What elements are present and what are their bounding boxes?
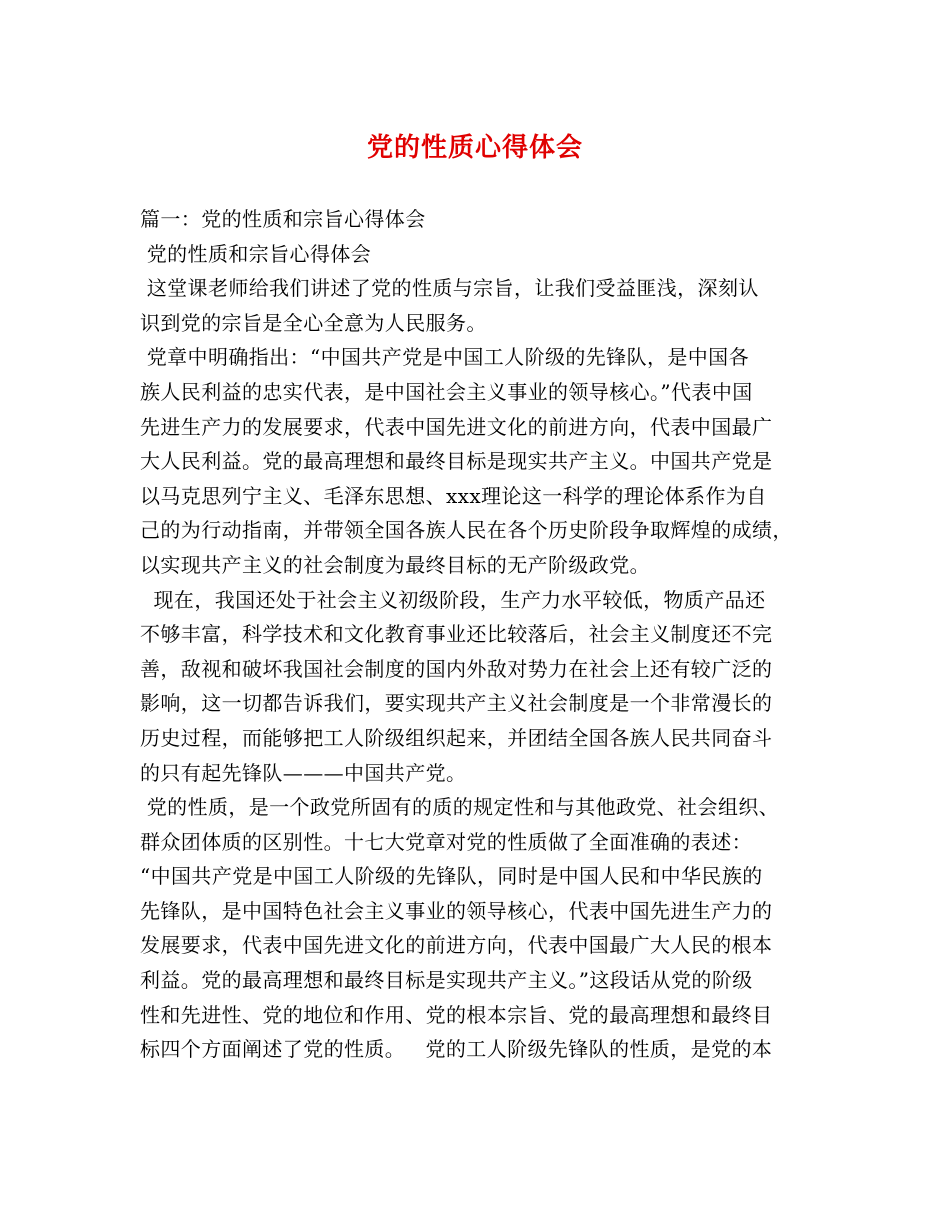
text-line: 己的为行动指南，并带领全国各族人民在各个历史阶段争取辉煌的成绩， [140, 518, 793, 543]
document-body [140, 202, 830, 1067]
document-title: 党的性质心得体会 [366, 133, 583, 163]
text-line: 党章中明确指出：“中国共产党是中国工人阶级的先锋队，是中国各 [140, 345, 749, 370]
text-line: 识到党的宗旨是全心全意为人民服务。 [140, 310, 487, 335]
text-line: 的只有起先锋队———中国共产党。 [140, 760, 467, 785]
text-line: “中国共产党是中国工人阶级的先锋队，同时是中国人民和中华民族的 [140, 864, 763, 889]
text-line: 这堂课老师给我们讲述了党的性质与宗旨，让我们受益匪浅，深刻认 [140, 276, 759, 301]
text-line: 发展要求，代表中国先进文化的前进方向，代表中国最广大人民的根本 [140, 933, 773, 958]
text-line: 以实现共产主义的社会制度为最终目标的无产阶级政党。 [140, 552, 650, 577]
text-line: 群众团体质的区别性。十七大党章对党的性质做了全面准确的表述： [140, 829, 752, 854]
text-line: 党的性质，是一个政党所固有的质的规定性和与其他政党、社会组织、 [140, 795, 780, 820]
text-line: 族人民利益的忠实代表，是中国社会主义事业的领导核心。”代表中国 [140, 379, 753, 404]
text-line: 先进生产力的发展要求，代表中国先进文化的前进方向，代表中国最广 [140, 414, 773, 439]
text-line: 利益。党的最高理想和最终目标是实现共产主义。”这段话从党的阶级 [140, 968, 753, 993]
text-line: 先锋队，是中国特色社会主义事业的领导核心，代表中国先进生产力的 [140, 898, 773, 923]
text-line: 性和先进性、党的地位和作用、党的根本宗旨、党的最高理想和最终目 [140, 1002, 773, 1027]
text-line: 大人民利益。党的最高理想和最终目标是现实共产主义。中国共产党是 [140, 449, 773, 474]
text-line: 不够丰富，科学技术和文化教育事业还比较落后，社会主义制度还不完 [140, 622, 773, 647]
text-line: 历史过程，而能够把工人阶级组织起来，并团结全国各族人民共同奋斗 [140, 725, 773, 750]
text-line: 现在，我国还处于社会主义初级阶段，生产力水平较低，物质产品还 [140, 587, 766, 612]
text-line: 标四个方面阐述了党的性质。 党的工人阶级先锋队的性质，是党的本 [140, 1037, 773, 1062]
text-line: 党的性质和宗旨心得体会 [140, 241, 372, 266]
text-line: 影响，这一切都告诉我们，要实现共产主义社会制度是一个非常漫长的 [140, 691, 773, 716]
text-line: 篇一：党的性质和宗旨心得体会 [140, 207, 426, 231]
text-line: 以马克思列宁主义、毛泽东思想、xxx理论这一科学的理论体系作为自 [140, 483, 767, 508]
text-line: 善，敌视和破坏我国社会制度的国内外敌对势力在社会上还有较广泛的 [140, 656, 773, 681]
